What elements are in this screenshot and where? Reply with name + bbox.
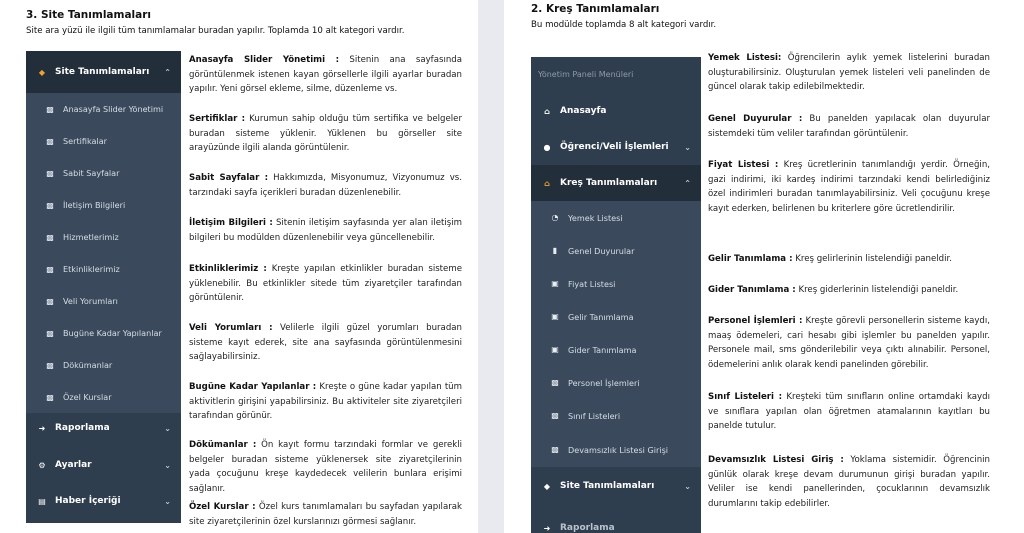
description-paragraph bbox=[189, 380, 462, 424]
description-paragraph bbox=[708, 112, 990, 141]
sidebar-subitem[interactable] bbox=[531, 333, 701, 366]
description-term: Özel Kurslar : bbox=[189, 502, 256, 512]
description-term: Yemek Listesi: bbox=[708, 53, 782, 63]
sitemap-icon: ▩ bbox=[46, 200, 54, 210]
sidebar-subitem[interactable] bbox=[26, 253, 181, 285]
description-text: Kreşteki tüm sınıfların online ortamdaki kaydı ve sınıflara yapılan olan öğretmen atamalarının kayıtları bu panelde tutulur. bbox=[708, 392, 990, 432]
sidebar-subitem[interactable] bbox=[26, 189, 181, 221]
chevron-down-icon: ⌄ bbox=[684, 481, 691, 491]
sidebar-item-raporlama[interactable] bbox=[26, 409, 181, 447]
description-paragraph bbox=[189, 262, 462, 306]
description-text: Kreş giderlerinin listelendiği paneldir. bbox=[795, 285, 959, 295]
description-paragraph bbox=[708, 453, 990, 511]
description-term: Gelir Tanımlama : bbox=[708, 254, 793, 264]
sidebar-subitem[interactable] bbox=[531, 201, 701, 234]
description-text: Kreş ücretlerinin tanımlandığı yerdir. Örneğin, gazi indirimi, iki kardeş indirimi tarzındaki kendi belirlediğiniz özel indirimleri buradan tanımlayabilirsiniz. Veli çocuğunu kreşe kayıt ederken, belirlenen bu kriterlere göre ücretlendirilir. bbox=[708, 160, 990, 214]
description-text: Kreşte yapılan etkinlikler buradan sisteme yüklenebilir. Bu etkinlikler sitede tüm ziyaretçiler tarafından görüntülenir. bbox=[189, 264, 462, 304]
sitemap-icon: ▩ bbox=[46, 328, 54, 338]
sidebar-subitem[interactable] bbox=[26, 125, 181, 157]
money-icon: ▣ bbox=[551, 312, 559, 321]
description-paragraph bbox=[189, 216, 462, 245]
sitemap-icon: ▩ bbox=[46, 104, 54, 114]
sidebar-subitem-label: Dökümanlar bbox=[63, 360, 113, 370]
description-text: Yoklama sistemidir. Öğrencinin günlük olarak kreşe devam durumunun girişi buradan yapılır. Veliler ise kendi panellerinden, çocuklarının devamsızlık durumlarını takip edebilirler. bbox=[708, 455, 990, 509]
sidebar-subitem[interactable] bbox=[531, 366, 701, 399]
sidebar-subitem-label: Özel Kurslar bbox=[63, 392, 112, 402]
section-subtitle: Bu modülde toplamda 8 alt kategori vardır. bbox=[531, 20, 717, 30]
description-paragraph bbox=[189, 321, 462, 365]
sidebar-item-haber-icerigi[interactable] bbox=[26, 483, 181, 519]
sidebar-subitem-label: Etkinliklerimiz bbox=[63, 264, 120, 274]
description-text: Sitenin iletişim sayfasında yer alan iletişim bilgileri bu modülden düzenlenebilir veya güncellenebilir. bbox=[189, 218, 462, 243]
chevron-up-icon: ⌃ bbox=[684, 178, 691, 188]
sidebar-subitem-label: Sabit Sayfalar bbox=[63, 168, 120, 178]
sidebar-item-label: Öğrenci/Veli İşlemleri bbox=[560, 142, 669, 152]
sidebar-item-label: Raporlama bbox=[55, 423, 110, 433]
sitemap-icon: ▩ bbox=[46, 296, 54, 306]
description-term: Sertifiklar : bbox=[189, 114, 246, 124]
sidebar-subitem-label: Sertifikalar bbox=[63, 136, 108, 146]
sidebar-subitem-label: Hizmetlerimiz bbox=[63, 232, 119, 242]
user-icon: ● bbox=[543, 142, 551, 152]
chevron-down-icon: ⌄ bbox=[164, 496, 171, 506]
description-text: Kurumun sahip olduğu tüm sertifika ve belgeler buradan sisteme yüklenir. Yüklenen bu görseller site arayüzünde ilgili alanda görüntülenir. bbox=[189, 114, 463, 154]
description-term: Fiyat Listesi : bbox=[708, 160, 779, 170]
section-subtitle: Site ara yüzü ile ilgili tüm tanımlamalar buradan yapılır. Toplamda 10 alt kategori vardır. bbox=[26, 26, 405, 36]
description-paragraph bbox=[189, 438, 462, 496]
sitemap-icon: ▩ bbox=[46, 232, 54, 242]
description-text: Kreşte o güne kadar yapılan tüm aktivitlerin girişini yapabilirsiniz. Bu aktiviteler site ziyaretçileri tarafından görünür. bbox=[189, 382, 463, 422]
sidebar-subitem-label: Gelir Tanımlama bbox=[568, 311, 634, 322]
sitemap-icon: ▩ bbox=[46, 392, 54, 402]
sidebar-item-label: Haber İçeriği bbox=[55, 496, 121, 506]
sidebar-subitem[interactable] bbox=[26, 349, 181, 381]
sidebar-subitem[interactable] bbox=[531, 234, 701, 267]
sidebar-item-site-tanimlamalari[interactable] bbox=[531, 467, 701, 505]
admin-sidebar-screenshot bbox=[26, 51, 181, 523]
sidebar-subitem[interactable] bbox=[26, 157, 181, 189]
description-term: Veli Yorumları : bbox=[189, 323, 273, 333]
description-term: Etkinliklerimiz : bbox=[189, 264, 267, 274]
sidebar-subitem[interactable] bbox=[531, 399, 701, 432]
description-term: Gider Tanımlama : bbox=[708, 285, 796, 295]
sidebar-subitem-label: Yemek Listesi bbox=[568, 212, 623, 223]
admin-sidebar-screenshot bbox=[531, 57, 701, 533]
description-text: Kreş gelirlerinin listelendiği paneldir. bbox=[792, 254, 952, 264]
sidebar-item-site-tanimlamalari[interactable] bbox=[26, 51, 181, 93]
sidebar-subitem[interactable] bbox=[26, 221, 181, 253]
description-term: Anasayfa Slider Yönetimi : bbox=[189, 55, 340, 65]
document-icon: ▮ bbox=[552, 246, 558, 255]
sidebar-subitem-label: Genel Duyurular bbox=[568, 245, 635, 256]
description-text: Kreşte görevli personellerin sisteme kaydı, maaş ödemeleri, cari hesabı gibi işlemler bu panelden yapılır. Personele mail, sms gönderilebilir veya çıktı alınabilir. Personel, ödemelerini anlık olarak kendi panelinden görebilir. bbox=[708, 316, 990, 370]
description-text: Sitenin ana sayfasında görüntülenmek istenen kayan görsellerle ilgili ayarlar buradan yapılır. Yeni görsel ekleme, silme, düzenleme vs. bbox=[189, 55, 463, 95]
sidebar-item-label: Site Tanımlamaları bbox=[560, 481, 655, 491]
description-term: Genel Duyurular : bbox=[708, 114, 803, 124]
sign-out-icon: ➜ bbox=[38, 423, 46, 433]
sidebar-item-label: Ayarlar bbox=[55, 460, 92, 470]
sidebar-subitem-label: Personel İşlemleri bbox=[568, 377, 640, 388]
description-term: İletişim Bilgileri : bbox=[189, 218, 273, 228]
sidebar-subitem[interactable] bbox=[531, 300, 701, 333]
sidebar-subitem[interactable] bbox=[26, 93, 181, 125]
sidebar-item-label: Raporlama bbox=[560, 523, 615, 533]
gear-icon: ⚙ bbox=[38, 460, 46, 470]
description-paragraph bbox=[708, 314, 990, 372]
section-title: 3. Site Tanımlamaları bbox=[26, 9, 151, 21]
newspaper-icon: ▤ bbox=[38, 496, 46, 506]
sitemap-icon: ▩ bbox=[551, 378, 559, 387]
sidebar-subitem-label: Devamsızlık Listesi Girişi bbox=[568, 444, 669, 455]
left-document-page bbox=[0, 0, 478, 533]
description-term: Dökümanlar : bbox=[189, 440, 257, 450]
money-icon: ▣ bbox=[551, 279, 559, 288]
sidebar-item-kres-tanimlamalari[interactable] bbox=[531, 165, 701, 201]
sidebar-subitem[interactable] bbox=[531, 432, 701, 467]
home-icon: ⌂ bbox=[544, 106, 550, 116]
right-document-page bbox=[504, 0, 1024, 533]
description-term: Bugüne Kadar Yapılanlar : bbox=[189, 382, 317, 392]
description-term: Sabit Sayfalar : bbox=[189, 173, 269, 183]
sitemap-icon: ▩ bbox=[551, 445, 559, 454]
sidebar-subitem-label: Sınıf Listeleri bbox=[568, 410, 621, 421]
description-text: Bu panelden yapılacak olan duyurular sistemdeki tüm veliler tarafından görüntülenir. bbox=[708, 114, 990, 139]
description-paragraph bbox=[708, 51, 990, 95]
sidebar-item-label: Anasayfa bbox=[560, 106, 607, 116]
sitemap-icon: ▩ bbox=[46, 264, 54, 274]
description-term: Devamsızlık Listesi Giriş : bbox=[708, 455, 844, 465]
chevron-up-icon: ⌃ bbox=[164, 67, 171, 77]
sidebar-subitem[interactable] bbox=[26, 285, 181, 317]
sidebar-item-label: Site Tanımlamaları bbox=[55, 67, 150, 77]
sidebar-subitem[interactable] bbox=[531, 267, 701, 300]
sidebar-subitem-label: Bugüne Kadar Yapılanlar bbox=[63, 328, 162, 338]
chevron-down-icon: ⌄ bbox=[164, 423, 171, 433]
sidebar-caption: Yönetim Paneli Menüleri bbox=[538, 70, 634, 79]
sitemap-icon: ▩ bbox=[46, 168, 54, 178]
sidebar-subitem-label: Anasayfa Slider Yönetimi bbox=[63, 104, 164, 114]
sidebar-subitem-label: Fiyat Listesi bbox=[568, 278, 616, 289]
sidebar-subitem-label: İletişim Bilgileri bbox=[63, 200, 126, 210]
sitemap-icon: ▩ bbox=[46, 360, 54, 370]
sidebar-item-raporlama[interactable] bbox=[531, 513, 701, 533]
chevron-down-icon: ⌄ bbox=[164, 460, 171, 470]
sidebar-subitem[interactable] bbox=[26, 317, 181, 349]
description-paragraph bbox=[189, 171, 462, 200]
pie-chart-icon: ◔ bbox=[551, 213, 559, 222]
description-paragraph bbox=[708, 252, 990, 267]
description-paragraph bbox=[189, 112, 462, 156]
description-text: Özel kurs tanımlamaları bu sayfadan yapılarak site ziyaretçilerinin özel kurslarınızı görmesi sağlanır. bbox=[189, 502, 462, 527]
sidebar-subitem-label: Gider Tanımlama bbox=[568, 344, 637, 355]
description-paragraph bbox=[708, 283, 990, 298]
sitemap-icon: ▩ bbox=[551, 411, 559, 420]
sidebar-item-ogrenci-veli[interactable] bbox=[531, 129, 701, 165]
cubes-icon: ◆ bbox=[38, 67, 46, 77]
description-text: Hakkımızda, Misyonumuz, Vizyonumuz vs. tarzındaki sayfa içerikleri buradan düzenlenebilir. bbox=[189, 173, 462, 198]
money-icon: ▣ bbox=[551, 345, 559, 354]
sidebar-item-label: Kreş Tanımlamaları bbox=[560, 178, 658, 188]
cubes-icon: ◆ bbox=[543, 481, 551, 491]
sign-out-icon: ➜ bbox=[543, 523, 551, 533]
description-text: Velilerle ilgili güzel yorumları buradan sisteme kayıt ederek, site ana sayfasında görüntülenmesini sağlayabilirsiniz. bbox=[189, 323, 462, 363]
sidebar-subitem-label: Veli Yorumları bbox=[63, 296, 118, 306]
description-paragraph bbox=[189, 53, 462, 97]
home-icon: ⌂ bbox=[544, 178, 550, 188]
sidebar-item-ayarlar[interactable] bbox=[26, 447, 181, 483]
section-title: 2. Kreş Tanımlamaları bbox=[531, 3, 660, 15]
description-text: Ön kayıt formu tarzındaki formlar ve gerekli belgeler buradan sisteme yüklenersek site ziyaretçilerinin yada çocuğunu kreşe kaydedecek velilerin bunlara erişimi sağlanır. bbox=[189, 440, 462, 494]
chevron-down-icon: ⌄ bbox=[684, 142, 691, 152]
sidebar-item-anasayfa[interactable] bbox=[531, 93, 701, 129]
description-paragraph bbox=[189, 500, 462, 529]
description-term: Personel İşlemleri : bbox=[708, 316, 803, 326]
description-text: Öğrencilerin aylık yemek listelerini buradan oluşturabilirsiniz. Oluşturulan yemek listeleri veli panelinden de güncel olarak takip edilebilmektedir. bbox=[708, 53, 990, 93]
description-paragraph bbox=[708, 158, 990, 216]
description-term: Sınıf Listeleri : bbox=[708, 392, 783, 402]
sitemap-icon: ▩ bbox=[46, 136, 54, 146]
description-paragraph bbox=[708, 390, 990, 434]
